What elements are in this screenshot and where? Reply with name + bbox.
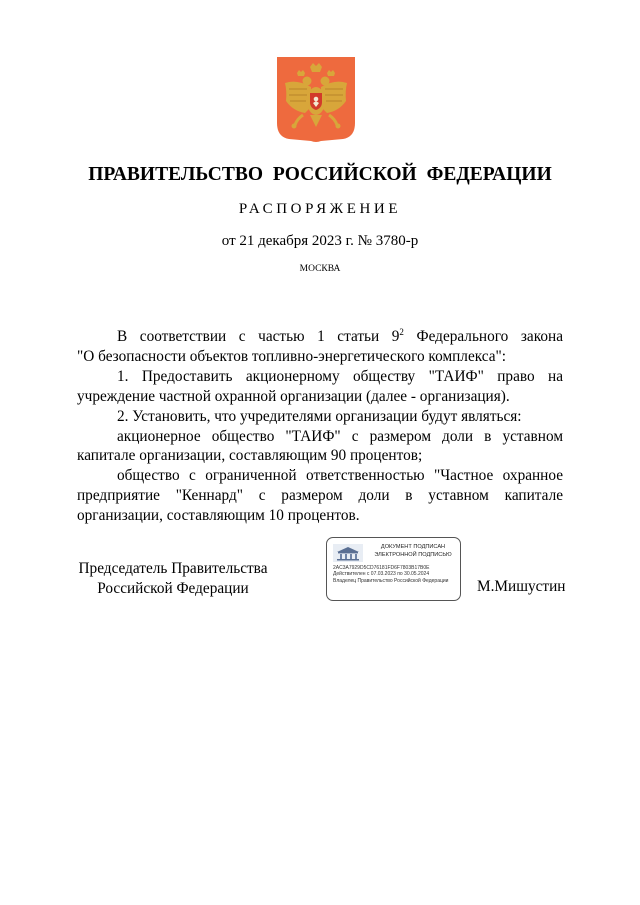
stamp-title: ДОКУМЕНТ ПОДПИСАН ЭЛЕКТРОННОЙ ПОДПИСЬЮ [374, 544, 452, 558]
coat-of-arms-icon [277, 57, 355, 143]
paragraph-5: общество с ограниченной ответственностью "Частное охранное предприятие "Кеннард" с размером доли в уставном капитале организации, составляющим 10 процентов. [77, 467, 563, 525]
document-body [77, 327, 563, 526]
paragraph-2: 1. Предоставить акционерному обществу "ТАИФ" право на учреждение частной охранной организации (далее - организация). [77, 367, 563, 405]
certificate-validity: Действителен с 07.03.2023 по 30.05.2024 [333, 571, 430, 578]
document-date-number: от 21 декабря 2023 г. № 3780-р [221, 233, 419, 249]
paragraph-1: В соответствии с частью 1 статьи $9^2$ Федерального закона [117, 327, 563, 345]
superscript: 2 [399, 327, 404, 337]
certificate-number: 2AC3A7929D5CD76181FD6F7803B17B0E [333, 565, 430, 571]
government-title: ПРАВИТЕЛЬСТВО РОССИЙСКОЙ ФЕДЕРАЦИИ [88, 164, 552, 185]
stamp-details [333, 565, 459, 584]
signer-position: Председатель Правительства Российской Федерации [78, 560, 268, 597]
paragraph-3: 2. Установить, что учредителями организации будут являться: [117, 407, 522, 425]
government-building-icon [333, 544, 363, 562]
document-city: МОСКВА [299, 264, 341, 274]
document-type: РАСПОРЯЖЕНИЕ [238, 201, 402, 217]
paragraph-1-line-2: "О безопасности объектов топливно-энергетического комплекса": [77, 347, 507, 365]
signer-name: М.Мишустин [477, 578, 566, 595]
certificate-owner: Владелец Правительство Российской Федерации [333, 577, 449, 584]
electronic-signature-stamp [326, 537, 461, 601]
paragraph-4: акционерное общество "ТАИФ" с размером доли в уставном капитале организации, составляющим 90 процентов; [77, 427, 563, 465]
